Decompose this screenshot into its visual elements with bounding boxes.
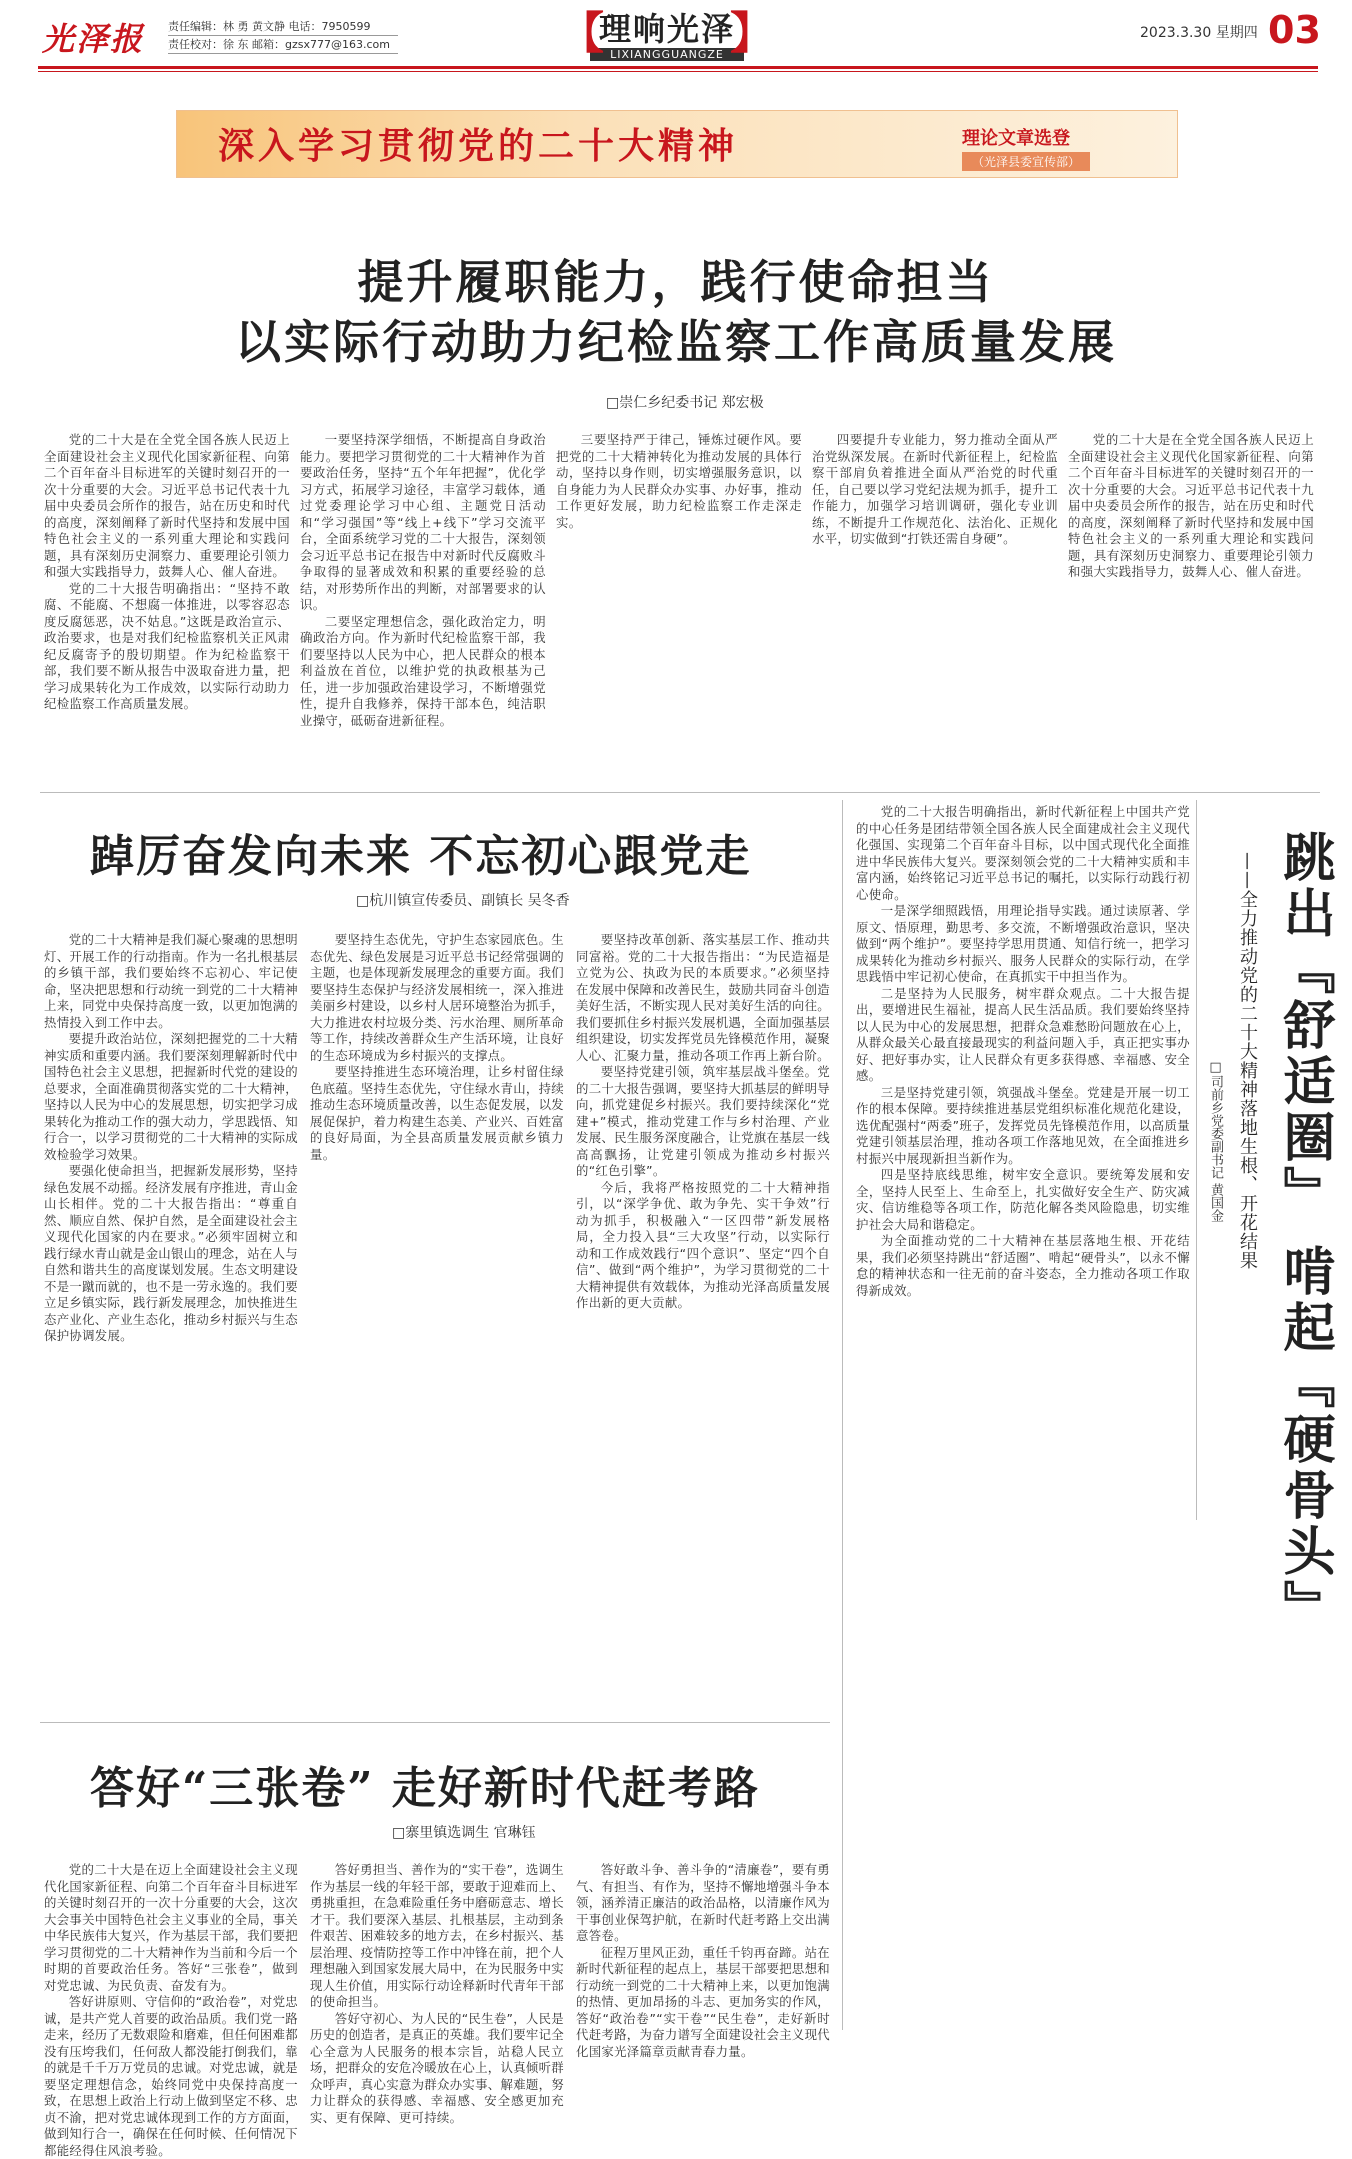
left-bracket-icon: 【 <box>560 8 604 59</box>
article3-para: 答好敢斗争、善斗争的“清廉卷”，要有勇气、有担当、有作为，坚持不懈地增强斗争本领，涵养清正廉洁的政治品格，以清廉作风为干事创业保驾护航，在新时代赶考路上交出满意答卷。 <box>576 1862 830 1943</box>
article4-para: 为全面推动党的二十大精神在基层落地生根、开花结果，我们必须坚持跳出“舒适圈”、啃起“硬骨头”，以永不懈怠的精神状态和一往无前的奋斗姿态，全力推动各项工作取得新成效。 <box>856 1233 1190 1298</box>
article1-col-1 <box>44 432 290 772</box>
article1-para: 党的二十大是在全党全国各族人民迈上全面建设社会主义现代化国家新征程、向第二个百年奋斗目标进军的关键时刻召开的一次十分重要的大会。习近平总书记代表十九届中央委员会所作的报告，站在历史和时代的高度，深刻阐释了新时代坚持和发展中国特色社会主义的一系列重大理论和实践问题，具有深刻历史洞察力、重要理论引领力和强大实践指导力，鼓舞人心、催人奋进。 <box>44 432 290 579</box>
article4-title: 跳出『舒适圈』 啃起『硬骨头』 <box>1274 830 1335 1637</box>
article2-para: 要坚持生态优先，守护生态家园底色。生态优先、绿色发展是习近平总书记经常强调的主题，也是体现新发展理念的重要方面。我们要坚持生态保护与经济发展相统一，深入推进美丽乡村建设，以乡村人居环境整治为抓手，大力推进农村垃圾分类、污水治理、厕所革命等工作，持续改善群众生产生活环境，让良好的生态环境成为乡村振兴的支撑点。 <box>310 932 564 1063</box>
issue-date: 2023.3.30 星期四 <box>1140 25 1258 41</box>
article1-title-line2: 以实际行动助力纪检监察工作高质量发展 <box>235 315 1117 369</box>
header-divider-thin <box>38 71 1318 72</box>
right-bracket-icon: 】 <box>730 8 774 59</box>
article2-title: 踔厉奋发向未来 不忘初心跟党走 <box>90 831 752 882</box>
article4-para: 三是坚持党建引领，筑强战斗堡垒。党建是开展一切工作的根本保障。要持续推进基层党组织标准化规范化建设，选优配强村“两委”班子，发挥党员先锋模范作用，以高质量党建引领基层治理，推动各项工作落地见效，在全面推进乡村振兴中展现新担当新作为。 <box>856 1084 1190 1166</box>
article1-byline: □崇仁乡纪委书记 郑宏极 <box>606 395 764 411</box>
page-number: 03 <box>1268 8 1321 52</box>
article1-col-4 <box>812 432 1058 772</box>
article4-para: 党的二十大报告明确指出，新时代新征程上中国共产党的中心任务是团结带领全国各族人民全面建成社会主义现代化强国、实现第二个百年奋斗目标，以中国式现代化全面推进中华民族伟大复兴。要深刻领会党的二十大精神实质和丰富内涵，始终铭记习近平总书记的嘱托，以实际行动践行初心使命。 <box>856 804 1190 902</box>
editor-line-1: 责任编辑：林 勇 黄文静 电话：7950599 <box>168 18 398 36</box>
article4-col-1 <box>856 804 1190 2034</box>
article4-para: 二是坚持为人民服务，树牢群众观点。二十大报告提出，要增进民生福祉，提高人民生活品质。我们要始终坚持以人民为中心的发展思想，把群众急难愁盼问题放在心上，从群众最关心最直接最现实的利益问题入手，真正把实事办好、把好事办实，让人民群众有更多获得感、幸福感、安全感。 <box>856 985 1190 1083</box>
newspaper-logo: 光泽报 <box>42 20 145 58</box>
article2-col-3 <box>576 932 830 1712</box>
article2-para: 要坚持党建引领，筑牢基层战斗堡垒。党的二十大报告强调，要坚持大抓基层的鲜明导向，抓党建促乡村振兴。我们要持续深化“党建+”模式，推动党建工作与乡村治理、产业发展、民生服务深度融合，让党旗在基层一线高高飘扬，让党建引领成为推动乡村振兴的“红色引擎”。 <box>576 1064 830 1178</box>
article1-para: 一要坚持深学细悟，不断提高自身政治能力。要把学习贯彻党的二十大精神作为首要政治任务，坚持“五个年年把握”，优化学习方式，拓展学习途径，丰富学习载体，通过党委理论学习中心组、主题党日活动和“学习强国”等“线上+线下”学习交流平台，全面系统学习党的二十大报告，深刻领会习近平总书记在报告中对新时代反腐败斗争取得的显著成效和积累的重要经验的总结，对形势所作出的判断，对部署要求的认识。 <box>300 432 546 612</box>
article3-title: 答好“三张卷” 走好新时代赶考路 <box>90 1763 760 1814</box>
editor-line-2: 责任校对：徐 东 邮箱：gzsx777@163.com <box>168 36 398 54</box>
header-divider <box>38 66 1318 69</box>
article2-para: 要提升政治站位，深刻把握党的二十大精神实质和重要内涵。我们要深刻理解新时代中国特色社会主义思想，把握新时代党的建设的总要求，全面准确贯彻落实党的二十大精神，坚持以人民为中心的发展思想，切实把学习成果转化为推动工作的强大动力，学思践悟、知行合一，以学习贯彻党的二十大精神的实际成效检验学习效果。 <box>44 1031 298 1162</box>
article4-byline: □司前乡党委副书记 黄国金 <box>1208 1060 1223 1223</box>
article2-para: 党的二十大精神是我们凝心聚魂的思想明灯、开展工作的行动指南。作为一名扎根基层的乡镇干部，我们要始终不忘初心、牢记使命，坚决把思想和行动统一到党的二十大精神上来，同党中央保持高度一致，以更加饱满的热情投入到工作中去。 <box>44 932 298 1030</box>
article1-col-3 <box>556 432 802 772</box>
column-divider <box>1196 800 1197 1520</box>
section-divider <box>40 792 1320 793</box>
article1-para: 四要提升专业能力，努力推动全面从严治党纵深发展。在新时代新征程上，纪检监察干部肩负着推进全面从严治党的时代重任，自己要以学习党纪法规为抓手，提升工作能力，加强学习培训调研，强化专业训练，不断提升工作规范化、法治化、正规化水平，切实做到“打铁还需自身硬”。 <box>812 432 1058 546</box>
article1-para: 二要坚定理想信念，强化政治定力，明确政治方向。作为新时代纪检监察干部，我们要坚持以人民为中心，把人民群众的根本利益放在首位，以维护党的执政根基为己任，进一步加强政治建设学习，不断增强党性，提升自我修养，保持干部本色，纯洁职业操守，砥砺奋进新征程。 <box>300 613 546 728</box>
article1-col-5 <box>1068 432 1314 772</box>
banner-tag: （光泽县委宣传部） <box>962 152 1090 171</box>
section-divider <box>40 1722 830 1723</box>
article2-col-1 <box>44 932 298 1712</box>
article2-para: 要强化使命担当，把握新发展形势，坚持绿色发展不动摇。经济发展有序推进，青山金山长相伴。党的二十大报告指出：“尊重自然、顺应自然、保护自然，是全面建设社会主义现代化国家的内在要求。”必须牢固树立和践行绿水青山就是金山银山的理念，站在人与自然和谐共生的高度谋划发展。生态文明建设不是一蹴而就的，也不是一劳永逸的。我们要立足乡镇实际，践行新发展理念，加快推进生态产业化、产业生态化，推动乡村振兴与生态保护协调发展。 <box>44 1163 298 1343</box>
article3-col-2 <box>310 1862 564 2125</box>
article3-byline: □寨里镇选调生 官琳钰 <box>392 1825 536 1841</box>
article1-para: 三要坚持严于律己，锤炼过硬作风。要把党的二十大精神转化为推动发展的具体行动，坚持以身作则，切实增强服务意识，以自身能力为人民群众办实事、办好事，推动工作更好发展，助力纪检监察工作走深走实。 <box>556 432 802 530</box>
article3-col-1 <box>44 1862 298 2158</box>
editor-info <box>168 18 398 54</box>
article3-para: 答好勇担当、善作为的“实干卷”，选调生作为基层一线的年轻干部，要敢于迎难而上、勇挑重担，在急难险重任务中磨砺意志、增长才干。我们要深入基层、扎根基层，主动到条件艰苦、困难较多的地方去，在乡村振兴、基层治理、疫情防控等工作中冲锋在前，把个人理想融入到国家发展大局中，在为民服务中实现人生价值，用实际行动诠释新时代青年干部的使命担当。 <box>310 1862 564 2009</box>
article4-para: 一是深学细照践悟，用理论指导实践。通过读原著、学原文、悟原理，勤思考、多交流，不断增强政治意识，坚决做到“两个维护”。要坚持学思用贯通、知信行统一，把学习成果转化为推动乡村振兴、服务人民群众的实际行动，在学思践悟中牢记初心使命，在真抓实干中担当作为。 <box>856 903 1190 984</box>
article3-para: 党的二十大是在迈上全面建设社会主义现代化国家新征程、向第二个百年奋斗目标进军的关键时刻召开的一次十分重要的大会，这次大会事关中国特色社会主义事业的全局，事关中华民族伟大复兴，作为基层干部，我们要把学习贯彻党的二十大精神作为当前和今后一个时期的首要政治任务。答好“三张卷”，做到对党忠诚、为民负责、奋发有为。 <box>44 1862 298 1993</box>
article3-col-3 <box>576 1862 830 2059</box>
article2-para: 今后，我将严格按照党的二十大精神指引，以“深学争优、敢为争先、实干争效”行动为抓手，积极融入“一区四带”新发展格局，全力投入县“三大攻坚”行动，以实际行动和工作成效践行“四个意识”、坚定“四个自信”、做到“两个维护”，为学习贯彻党的二十大精神提供有效载体，为推动光泽高质量发展作出新的更大贡献。 <box>576 1179 830 1310</box>
section-pinyin: LIXIANGGUANGZE <box>590 48 744 61</box>
article1-title-line1: 提升履职能力，践行使命担当 <box>357 255 995 309</box>
article4-para: 四是坚持底线思维，树牢安全意识。要统筹发展和安全，坚持人民至上、生命至上，扎实做好安全生产、防灾减灾、信访维稳等各项工作，防范化解各类风险隐患，切实维护社会大局和谐稳定。 <box>856 1167 1190 1232</box>
article3-para: 答好讲原则、守信仰的“政治卷”，对党忠诚，是共产党人首要的政治品质。我们党一路走来，经历了无数艰险和磨难，但任何困难都没有压垮我们，任何敌人都没能打倒我们，靠的就是千千万万党员的忠诚。对党忠诚，就是要坚定理想信念，始终同党中央保持高度一致，在思想上政治上行动上做到坚定不移、忠贞不渝，把对党忠诚体现到工作的方方面面，做到知行合一，确保在任何时候、任何情况下都能经得住风浪考验。 <box>44 1994 298 2158</box>
article1-col-2 <box>300 432 546 772</box>
article2-para: 要坚持改革创新、落实基层工作、推动共同富裕。党的二十大报告指出：“为民造福是立党为公、执政为民的本质要求。”必须坚持在发展中保障和改善民生，鼓励共同奋斗创造美好生活，不断实现人民对美好生活的向往。我们要抓住乡村振兴发展机遇，全面加强基层组织建设，切实发挥党员先锋模范作用，凝聚人心、汇聚力量，推动各项工作再上新台阶。 <box>576 932 830 1063</box>
article4-subtitle: ——全力推动党的二十大精神落地生根、开花结果 <box>1237 852 1258 1270</box>
article1-para: 党的二十大是在全党全国各族人民迈上全面建设社会主义现代化国家新征程、向第二个百年奋斗目标进军的关键时刻召开的一次十分重要的大会。习近平总书记代表十九届中央委员会所作的报告，站在历史和时代的高度，深刻阐释了新时代坚持和发展中国特色社会主义的一系列重大理论和实践问题，具有深刻历史洞察力、重要理论引领力和强大实践指导力，鼓舞人心、催人奋进。 <box>1068 432 1314 579</box>
article3-para: 征程万里风正劲，重任千钧再奋蹄。站在新时代新征程的起点上，基层干部要把思想和行动统一到党的二十大精神上来，以更加饱满的热情、更加昂扬的斗志、更加务实的作风，答好“政治卷”“实干卷”“民生卷”，走好新时代赶考路，为奋力谱写全面建设社会主义现代化国家光泽篇章贡献青春力量。 <box>576 1944 830 2059</box>
column-divider <box>842 800 843 2030</box>
article2-col-2 <box>310 932 564 1712</box>
banner-title: 深入学习贯彻党的二十大精神 <box>218 125 739 167</box>
article1-para: 党的二十大报告明确指出：“坚持不敢腐、不能腐、不想腐一体推进，以零容忍态度反腐惩恶，决不姑息。”这既是政治宣示、政治要求，也是对我们纪检监察机关正风肃纪反腐寄予的殷切期望。作为纪检监察干部，我们要不断从报告中汲取奋进力量，把学习成果转化为工作成效，以实际行动助力纪检监察工作高质量发展。 <box>44 580 290 711</box>
article2-byline: □杭川镇宣传委员、副镇长 吴冬香 <box>356 893 570 909</box>
section-header <box>560 8 774 64</box>
article2-para: 要坚持推进生态环境治理，让乡村留住绿色底蕴。坚持生态优先，守住绿水青山，持续推动生态环境质量改善，以生态促发展，以发展促保护，着力构建生态美、产业兴、百姓富的良好局面，为全县高质量发展贡献乡镇力量。 <box>310 1064 564 1162</box>
section-title: 理响光泽 <box>598 10 735 48</box>
article3-para: 答好守初心、为人民的“民生卷”，人民是历史的创造者，是真正的英雄。我们要牢记全心全意为人民服务的根本宗旨，站稳人民立场，把群众的安危冷暖放在心上，认真倾听群众呼声，真心实意为群众办实事、解难题，努力让群众的获得感、幸福感、安全感更加充实、更有保障、更可持续。 <box>310 2010 564 2125</box>
banner-side-title: 理论文章选登 <box>962 128 1070 149</box>
